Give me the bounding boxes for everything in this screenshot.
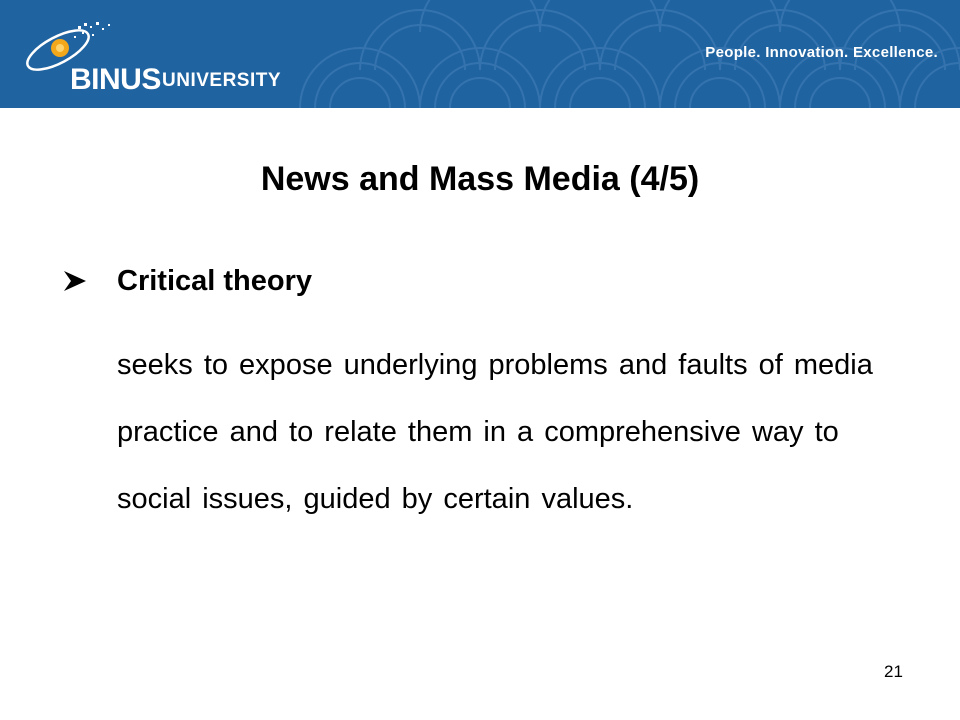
bullet-heading: Critical theory [117, 265, 312, 297]
arrow-bullet-icon [62, 269, 88, 293]
bullet-body-text: seeks to expose underlying problems and faults of media practice and to relate them in a comprehensive way to social issues, guided by certain values. [117, 349, 873, 515]
page-number: 21 [884, 662, 903, 681]
bullet-item [62, 262, 862, 302]
slide-title: News and Mass Media (4/5) [260, 160, 700, 198]
logo-subtext: UNIVERSITY [162, 70, 282, 91]
binus-logo [20, 14, 290, 98]
header-tagline: People. Innovation. Excellence. [705, 44, 938, 61]
logo-wordmark: BINUS [70, 63, 161, 96]
slide-header [0, 0, 960, 108]
